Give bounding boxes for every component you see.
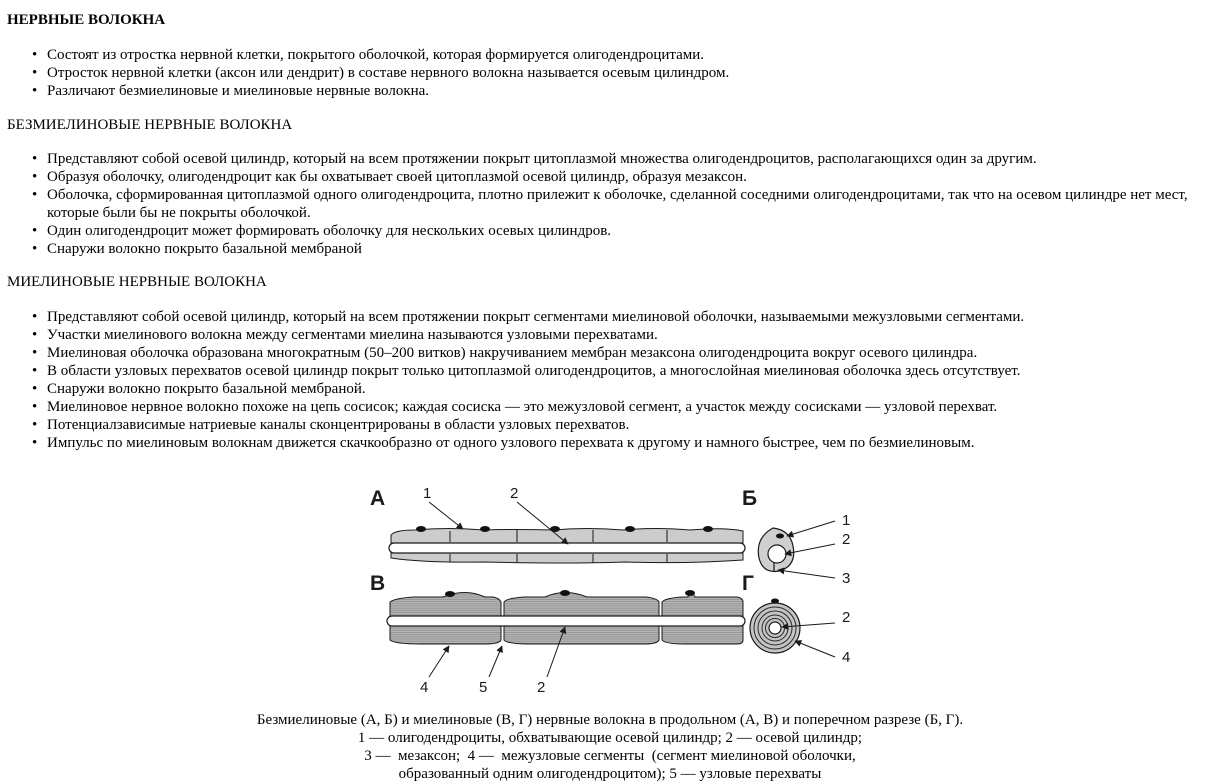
- list-item: • Импульс по миелиновым волокнам движется скачкообразно от одного узлового перехвата к другому и намного быстрее, чем по безмиелиновым.: [47, 434, 1205, 452]
- intro-list: [47, 46, 1205, 100]
- internode-segment-2: [504, 593, 659, 617]
- figure-caption-line: Безмиелиновые (А, Б) и миелиновые (В, Г) нервные волокна в продольном (А, В) и поперечном разрезе (Б, Г).: [256, 712, 964, 728]
- figure-caption-line: 1 — олигодендроциты, обхватывающие осевой цилиндр; 2 — осевой цилиндр;: [357, 730, 863, 746]
- pointer-4: [429, 646, 449, 677]
- unmyelinated-heading: БЕЗМИЕЛИНОВЫЕ НЕРВНЫЕ ВОЛОКНА: [7, 117, 293, 133]
- cross-section-nucleus: [776, 534, 784, 539]
- list-item: • Представляют собой осевой цилиндр, который на всем протяжении покрыт цитоплазмой множества олигодендроцитов, располагающихся один за другим.: [47, 150, 1205, 168]
- myelin-cross-section-axon: [769, 622, 781, 634]
- list-item: • Миелиновое нервное волокно похоже на цепь сосисок; каждая сосиска — это межузловой сегмент, а участок между сосисками — узловой перехват.: [47, 398, 1205, 416]
- list-item: • Потенциалзависимые натриевые каналы сконцентрированы в области узловых перехватов.: [47, 416, 1205, 434]
- axon-a: [389, 543, 745, 553]
- pointer-1: [429, 502, 463, 529]
- label-2: 2: [842, 531, 851, 548]
- myelinated-list: [47, 308, 1205, 452]
- internode-segment-2-lower: [504, 626, 659, 644]
- axon-v: [387, 616, 745, 626]
- list-item: • Участки миелинового волокна между сегментами миелина называются узловыми перехватами.: [47, 326, 1205, 344]
- list-item: • Образуя оболочку, олигодендроцит как бы охватывает своей цитоплазмой осевой цилиндр, образуя мезаксон.: [47, 168, 1205, 186]
- pointer-4: [795, 641, 835, 657]
- nerve-fiber-figure: [365, 478, 865, 704]
- oligodendrocyte-sheath-lower: [391, 553, 743, 563]
- panel-v-myelinated-longitudinal: [370, 572, 745, 696]
- cross-section-axon: [768, 545, 786, 563]
- oligodendrocyte-sheath: [391, 529, 743, 544]
- label-5: 5: [479, 679, 488, 696]
- myelinated-heading: МИЕЛИНОВЫЕ НЕРВНЫЕ ВОЛОКНА: [7, 274, 267, 290]
- label-1: 1: [842, 512, 851, 529]
- label-4: 4: [842, 649, 851, 666]
- label-2: 2: [842, 609, 851, 626]
- label-3: 3: [842, 570, 851, 587]
- figure-caption-line: 3 — мезаксон; 4 — межузловые сегменты (сегмент миелиновой оболочки,: [364, 748, 856, 764]
- list-item: • Различают безмиелиновые и миелиновые нервные волокна.: [47, 82, 1205, 100]
- panel-a-unmyelinated-longitudinal: [370, 485, 745, 563]
- list-item: • Снаружи волокно покрыто базальной мембраной: [47, 240, 1205, 258]
- panel-label-v: В: [370, 572, 386, 595]
- panel-label-a: А: [370, 487, 386, 510]
- myelin-cross-section-nucleus: [771, 599, 779, 604]
- list-item: • Оболочка, сформированная цитоплазмой одного олигодендроцита, плотно прилежит к оболочке, сделанной соседними олигодендроцитами, так что на осевом цилиндре нет мест, которые были бы не покрыты оболочкой.: [47, 186, 1205, 222]
- internode-segment-3-lower: [662, 626, 743, 644]
- internode-segment-1-lower: [390, 626, 501, 644]
- list-item: • Представляют собой осевой цилиндр, который на всем протяжении покрыт сегментами миелиновой оболочки, называемыми межузловыми сегментами.: [47, 308, 1205, 326]
- label-2: 2: [510, 485, 519, 502]
- pointer-1: [787, 521, 835, 536]
- list-item: • Снаружи волокно покрыто базальной мембраной.: [47, 380, 1205, 398]
- list-item: • Состоят из отростка нервной клетки, покрытого оболочкой, которая формируется олигодендроцитами.: [47, 46, 1205, 64]
- panel-label-b: Б: [742, 487, 758, 510]
- list-item: • Один олигодендроцит может формировать оболочку для нескольких осевых цилиндров.: [47, 222, 1205, 240]
- list-item: • Миелиновая оболочка образована многократным (50–200 витков) накручиванием мембран мезаксона олигодендроцита вокруг осевого цилиндра.: [47, 344, 1205, 362]
- label-1: 1: [423, 485, 432, 502]
- list-item: • Отросток нервной клетки (аксон или дендрит) в составе нервного волокна называется осевым цилиндром.: [47, 64, 1205, 82]
- internode-segment-3: [662, 593, 743, 617]
- list-item: • В области узловых перехватов осевой цилиндр покрыт только цитоплазмой олигодендроцитов, а многослойная миелиновая оболочка здесь отсутствует.: [47, 362, 1205, 380]
- panel-label-g: Г: [742, 572, 754, 595]
- pointer-3: [778, 570, 835, 578]
- label-4: 4: [420, 679, 429, 696]
- label-2: 2: [537, 679, 546, 696]
- pointer-5: [489, 646, 502, 677]
- internode-segment-1: [390, 593, 501, 617]
- figure-caption-line: образованный одним олигодендроцитом); 5 — узловые перехваты: [398, 766, 822, 782]
- unmyelinated-list: [47, 150, 1205, 258]
- page-title: НЕРВНЫЕ ВОЛОКНА: [7, 12, 166, 28]
- panel-b-unmyelinated-cross-section: [742, 487, 850, 587]
- panel-g-myelinated-cross-section: [742, 572, 850, 666]
